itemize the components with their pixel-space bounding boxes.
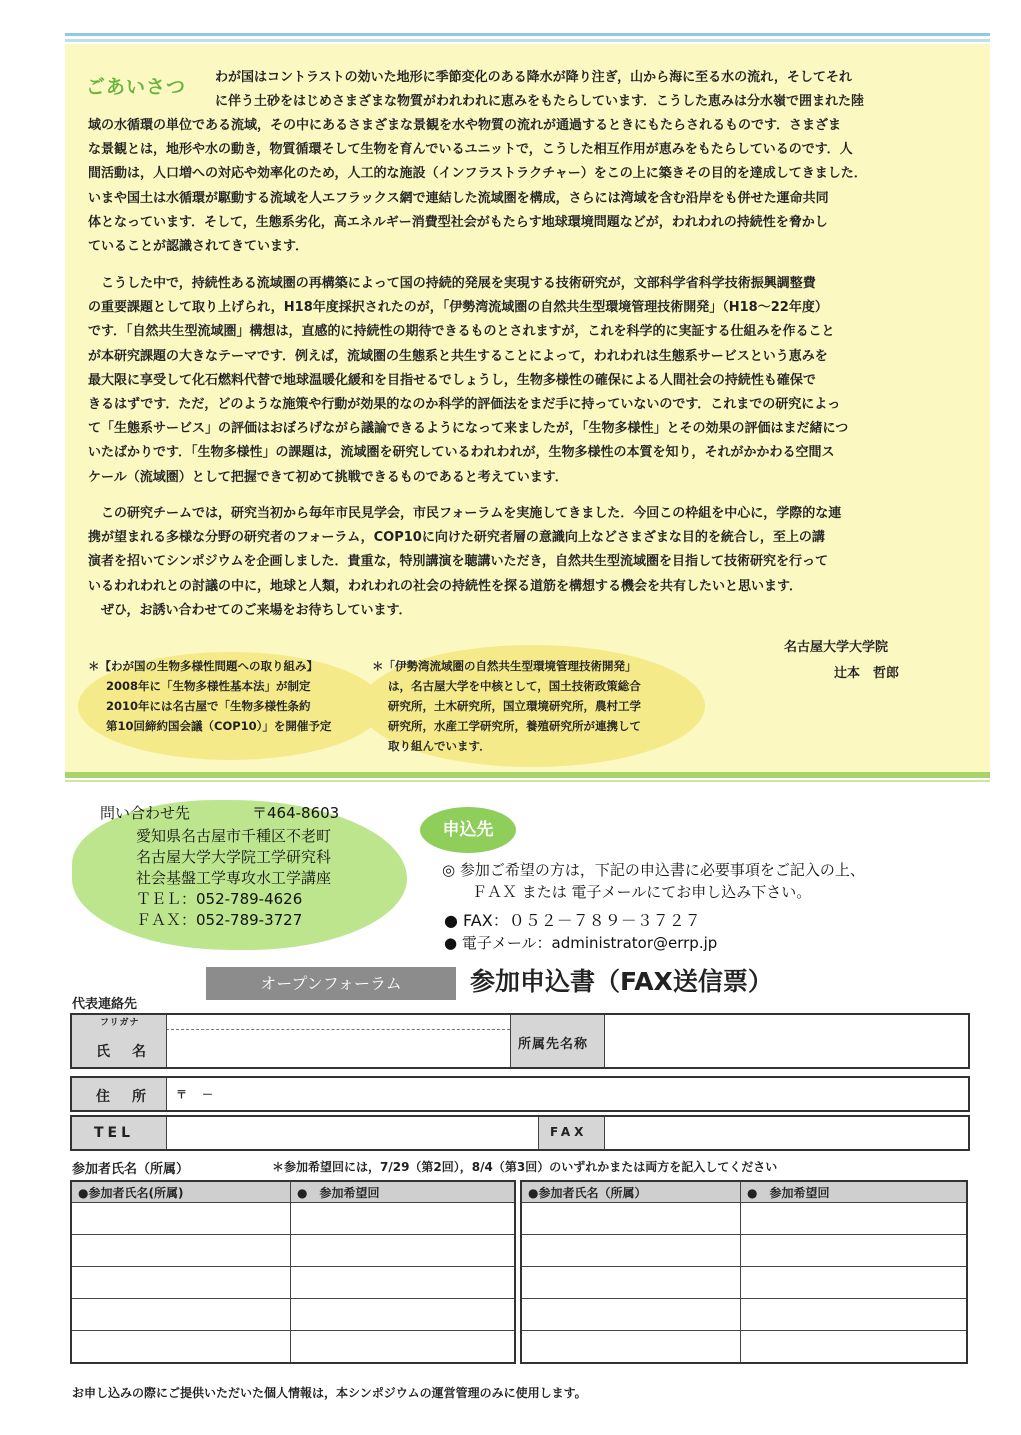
text-line: こうした中で，持続性ある流域圏の再構築によって国の持続的発展を実現する技術研究が，文部科学省科学技術振興調整費 xyxy=(101,276,816,291)
contact-line: 名古屋大学大学院工学研究科 xyxy=(136,848,332,866)
apply-badge: 申込先 xyxy=(420,807,516,853)
note-left xyxy=(88,656,331,736)
text-line: 携が望まれる多様な分野の研究者のフォーラム，COP10に向けた研究者層の意識向上などさまざまな目的を統合し，至上の講 xyxy=(88,530,825,546)
address-row xyxy=(70,1076,970,1112)
contact-line: 社会基盤工学専攻水工学講座 xyxy=(136,869,332,887)
signature-name: 辻本 哲郎 xyxy=(834,666,900,681)
text-line: いるわれわれとの討議の中に，地球と人類，われわれの社会の持続性を探る道筋を構想する機会を共有したいと思います． xyxy=(88,578,802,594)
participant-name-cell[interactable] xyxy=(71,1299,291,1331)
text-line: です．「自然共生型流域圏」構想は，直感的に持続性の期待できるものとされますが，これを科学的に実証する仕組みを作ること xyxy=(88,324,835,340)
note-line: 取り組んでいます． xyxy=(388,739,491,753)
text-line: いたばかりです．「生物多様性」の課題は，流域圏を研究しているわれわれが，生物多様性の本質を知り，それがかかわる空間ス xyxy=(88,445,835,461)
note-line: 2010年には名古屋で「生物多様性条約 xyxy=(106,699,311,713)
note-line: 2008年に「生物多様性基本法」が制定 xyxy=(106,679,311,693)
address-prefix: 〒 － xyxy=(176,1088,215,1101)
contact-tel: ＴＥＬ：052-789-4626 xyxy=(136,890,303,908)
cell-divider xyxy=(166,1015,167,1067)
text-line: ていることが認識されてきています． xyxy=(88,239,308,255)
cell-divider xyxy=(166,1078,167,1110)
participant-session-cell[interactable] xyxy=(741,1331,968,1364)
privacy-footer: お申し込みの際にご提供いただいた個人情報は，本シンポジウムの運営管理のみに使用します。 xyxy=(72,1386,587,1400)
fax-label: FAX xyxy=(550,1125,588,1139)
form-category: オープンフォーラム xyxy=(206,967,456,1000)
cell-divider xyxy=(166,1117,167,1149)
name-input[interactable] xyxy=(168,1031,508,1065)
text-line: ぜひ，お誘い合わせてのご来場をお待ちしています． xyxy=(101,602,412,618)
form-title: 参加申込書（FAX送信票） xyxy=(470,967,773,996)
note-line: 研究所，水産工学研究所，養殖研究所が連携して xyxy=(388,719,641,733)
participant-session-cell[interactable] xyxy=(741,1267,968,1299)
participant-session-cell[interactable] xyxy=(291,1235,516,1267)
greeting-para-2 xyxy=(88,272,948,490)
text-line: 体となっています．そして，生態系劣化，高エネルギー消費型社会がもたらす地球環境問題などが，われわれの持続性を脅かし xyxy=(88,214,828,230)
cell-divider xyxy=(604,1015,605,1067)
note-right xyxy=(372,656,641,756)
participant-name-cell[interactable] xyxy=(71,1331,291,1364)
contact-block xyxy=(136,826,331,931)
top-stripe xyxy=(65,33,990,36)
affiliation-input[interactable] xyxy=(606,1015,966,1067)
participant-session-cell[interactable] xyxy=(741,1203,968,1235)
contact-fax: ＦＡＸ：052-789-3727 xyxy=(136,911,303,929)
note-line: 第10回締約国会議（COP10）」を開催予定 xyxy=(106,719,332,733)
participant-name-cell[interactable] xyxy=(521,1235,741,1267)
apply-line-1: ◎ 参加ご希望の方は，下記の申込書に必要事項をご記入の上、 xyxy=(442,861,865,879)
tel-label: TEL xyxy=(94,1125,135,1141)
participant-session-cell[interactable] xyxy=(291,1203,516,1235)
greeting-para-3 xyxy=(88,502,948,623)
fax-input[interactable] xyxy=(606,1117,966,1149)
participant-name-cell[interactable] xyxy=(71,1203,291,1235)
cell-divider xyxy=(538,1117,539,1149)
greeting-para-1 xyxy=(88,114,948,259)
apply-line-2: ＦＡＸ または 電子メールにてお申し込み下さい。 xyxy=(472,883,812,901)
participant-session-cell[interactable] xyxy=(291,1331,516,1364)
text-line: な景観とは，地形や水の動き，物質循環そして生物を育んでいるユニットで，こうした相互作用が恵みをもたらしているのです．人 xyxy=(88,142,853,158)
participant-session-cell[interactable] xyxy=(291,1299,516,1331)
text-line: に伴う土砂をはじめさまざまな物質がわれわれに恵みをもたらしています．こうした恵みは分水嶺で囲まれた陸 xyxy=(215,94,864,110)
cell-divider xyxy=(604,1117,605,1149)
divider-bar xyxy=(65,772,990,778)
rep-contact-label: 代表連絡先 xyxy=(72,997,138,1012)
col-header-session: ● 参加希望回 xyxy=(291,1181,516,1203)
divider-bar-thin xyxy=(65,780,990,782)
participant-session-cell[interactable] xyxy=(291,1267,516,1299)
participant-name-cell[interactable] xyxy=(521,1267,741,1299)
apply-fax: ● FAX：０５２－７８９－３７２７ xyxy=(444,911,701,930)
signature-org: 名古屋大学大学院 xyxy=(784,640,889,655)
affiliation-label: 所属先名称 xyxy=(518,1037,589,1052)
participant-name-cell[interactable] xyxy=(71,1235,291,1267)
participant-name-cell[interactable] xyxy=(521,1331,741,1364)
col-header-session: ● 参加希望回 xyxy=(741,1181,968,1203)
address-input[interactable] xyxy=(168,1078,966,1110)
apply-email[interactable]: ● 電子メール：administrator@errp.jp xyxy=(444,934,718,952)
text-line: が本研究課題の大きなテーマです．例えば，流域圏の生態系と共生することによって，われわれは生態系サービスという恵みを xyxy=(88,348,828,364)
text-line: 演者を招いてシンポジウムを企画しました．貴重な，特別講演を聴講いただき，自然共生型流域圏を目指して技術研究を行って xyxy=(88,554,829,570)
participants-table-right xyxy=(520,1180,968,1364)
greeting-para-1-head xyxy=(215,66,955,114)
contact-postal: 〒464-8603 xyxy=(252,804,340,822)
greeting-title: ごあいさつ xyxy=(86,76,187,98)
participant-session-cell[interactable] xyxy=(741,1235,968,1267)
participant-session-cell[interactable] xyxy=(741,1299,968,1331)
note-line: 研究所，土木研究所，国立環境研究所，農村工学 xyxy=(388,699,641,713)
participants-instruction: ＊参加希望回には，7/29（第2回），8/4（第3回）のいずれかまたは両方を記入してください xyxy=(272,1160,778,1174)
text-line: いまや国土は水循環が駆動する流域を人エフラックス網で連結した流域圏を構成，さらには湾域を含む沿岸をも併せた運命共同 xyxy=(88,190,829,206)
text-line: 最大限に享受して化石燃料代替で地球温暖化緩和を目指せるでしょうし，生物多様性の確保による人間社会の持続性も確保で xyxy=(88,372,816,388)
top-stripe-2 xyxy=(65,39,990,42)
participant-name-cell[interactable] xyxy=(521,1203,741,1235)
name-row xyxy=(70,1013,970,1069)
address-label: 住 所 xyxy=(96,1089,150,1105)
tel-input[interactable] xyxy=(168,1117,536,1149)
participants-label: 参加者氏名（所属） xyxy=(72,1162,190,1177)
text-line: この研究チームでは，研究当初から毎年市民見学会，市民フォーラムを実施してきました．今回この枠組を中心に，学際的な連 xyxy=(101,506,842,521)
text-line: て「生態系サービス」の評価はおぼろげながら議論できるようになって来ましたが，「生物多様性」とその効果の評価はまだ緒につ xyxy=(88,421,849,437)
furigana-divider xyxy=(166,1029,510,1030)
contact-heading: 問い合わせ先 xyxy=(100,804,191,822)
participants-table-left xyxy=(70,1180,516,1364)
text-line: ケール（流域圏）として把握できて初めて挑戦できるものであると考えています． xyxy=(88,469,568,485)
col-header-name: ●参加者氏名（所属） xyxy=(521,1181,741,1203)
text-line: の重要課題として取り上げられ，H18年度採択されたのが，「伊勢湾流域圏の自然共生型環境管理技術開発」（H18～22年度） xyxy=(88,300,828,316)
name-label: 氏 名 xyxy=(96,1044,150,1060)
note-line: は，名古屋大学を中核として，国土技術政策総合 xyxy=(388,679,641,693)
participant-name-cell[interactable] xyxy=(71,1267,291,1299)
col-header-name: ●参加者氏名(所属) xyxy=(71,1181,291,1203)
text-line: きるはずです．ただ，どのような施策や行動が効果的なのか科学的評価法をまだ手に持っていないのです．これまでの研究によっ xyxy=(88,397,841,413)
tel-fax-row xyxy=(70,1115,970,1151)
note-line: ＊「伊勢湾流域圏の自然共生型環境管理技術開発」 xyxy=(372,659,637,673)
text-line: 域の水循環の単位である流域，その中にあるさまざまな景観を水や物質の流れが通過するときにもたらされるものです．さまざま xyxy=(88,118,841,133)
text-line: 間活動は，人口増への対応や効率化のため，人工的な施設（インフラストラクチャー）をこの上に築きその目的を達成してきました． xyxy=(88,166,867,182)
contact-line: 愛知県名古屋市千種区不老町 xyxy=(136,827,332,845)
cell-divider xyxy=(510,1015,511,1067)
furigana-label: フリガナ xyxy=(100,1018,140,1028)
text-line: わが国はコントラストの効いた地形に季節変化のある降水が降り注ぎ，山から海に至る水の流れ，そしてそれ xyxy=(215,70,852,85)
note-line: ＊【わが国の生物多様性問題への取り組み】 xyxy=(88,659,318,673)
participant-name-cell[interactable] xyxy=(521,1299,741,1331)
